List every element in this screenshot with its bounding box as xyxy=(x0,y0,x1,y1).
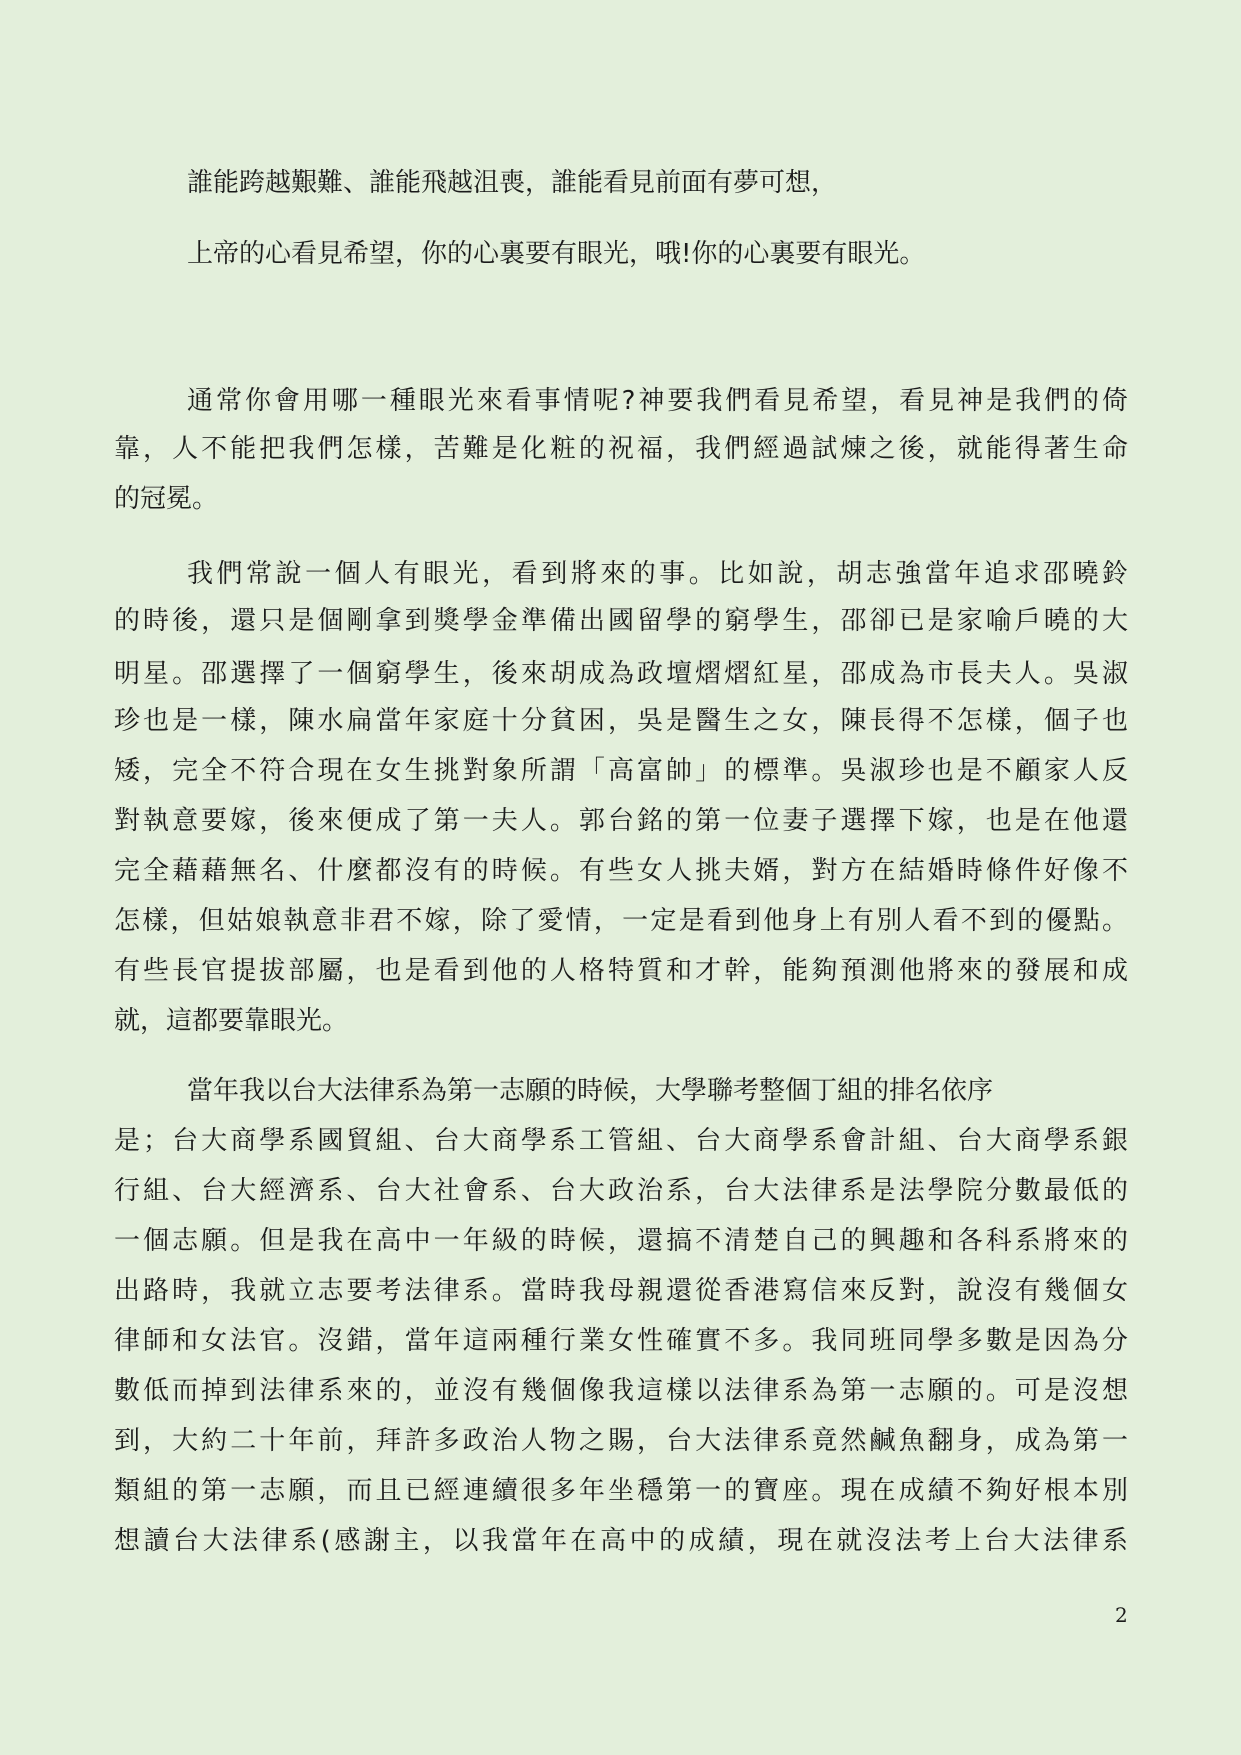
lyric-line-1: 誰能跨越艱難、誰能飛越沮喪，誰能看見前面有夢可想， xyxy=(187,168,838,198)
paragraph-line: 到，大約二十年前，拜許多政治人物之賜，台大法律系竟然鹹魚翻身，成為第一 xyxy=(114,1426,1128,1456)
paragraph-line: 數低而掉到法律系來的，並沒有幾個像我這樣以法律系為第一志願的。可是沒想 xyxy=(114,1376,1128,1406)
page-number: 2 xyxy=(1115,1603,1128,1627)
paragraph-line: 出路時，我就立志要考法律系。當時我母親還從香港寫信來反對，說沒有幾個女 xyxy=(114,1276,1128,1306)
paragraph-line: 我們常說一個人有眼光，看到將來的事。比如說，胡志強當年追求邵曉鈴 xyxy=(187,559,1128,589)
paragraph-line: 是；台大商學系國貿組、台大商學系工管組、台大商學系會計組、台大商學系銀 xyxy=(114,1126,1128,1156)
paragraph-line: 當年我以台大法律系為第一志願的時候，大學聯考整個丁組的排名依序 xyxy=(187,1076,994,1106)
paragraph-line: 的時後，還只是個剛拿到獎學金準備出國留學的窮學生，邵卻已是家喻戶曉的大 xyxy=(114,606,1128,636)
paragraph-line: 矮，完全不符合現在女生挑對象所謂「高富帥」的標準。吳淑珍也是不顧家人反 xyxy=(114,756,1128,786)
paragraph-line: 對執意要嫁，後來便成了第一夫人。郭台銘的第一位妻子選擇下嫁，也是在他還 xyxy=(114,806,1128,836)
paragraph-line: 律師和女法官。沒錯，當年這兩種行業女性確實不多。我同班同學多數是因為分 xyxy=(114,1326,1128,1356)
paragraph-line: 完全藉藉無名、什麼都沒有的時候。有些女人挑夫婿，對方在結婚時條件好像不 xyxy=(114,856,1128,886)
paragraph-line: 行組、台大經濟系、台大社會系、台大政治系，台大法律系是法學院分數最低的 xyxy=(114,1176,1128,1206)
paragraph-line: 的冠冕。 xyxy=(114,484,219,514)
paragraph-line: 珍也是一樣，陳水扁當年家庭十分貧困，吳是醫生之女，陳長得不怎樣，個子也 xyxy=(114,706,1128,736)
paragraph-line: 想讀台大法律系(感謝主，以我當年在高中的成績，現在就沒法考上台大法律系 xyxy=(114,1526,1128,1556)
paragraph-line: 怎樣，但姑娘執意非君不嫁，除了愛情，一定是看到他身上有別人看不到的優點。 xyxy=(114,906,1128,936)
paragraph-line: 一個志願。但是我在高中一年級的時候，還搞不清楚自己的興趣和各科系將來的 xyxy=(114,1226,1128,1256)
paragraph-line: 靠，人不能把我們怎樣，苦難是化粧的祝福，我們經過試煉之後，就能得著生命 xyxy=(114,434,1128,464)
paragraph-line: 明星。邵選擇了一個窮學生，後來胡成為政壇熠熠紅星，邵成為市長夫人。吳淑 xyxy=(114,659,1128,689)
paragraph-line: 類組的第一志願，而且已經連續很多年坐穩第一的寶座。現在成績不夠好根本別 xyxy=(114,1476,1128,1506)
paragraph-line: 就，這都要靠眼光。 xyxy=(114,1006,349,1036)
paragraph-line: 通常你會用哪一種眼光來看事情呢?神要我們看見希望，看見神是我們的倚 xyxy=(187,386,1128,416)
lyric-line-2: 上帝的心看見希望，你的心裏要有眼光，哦!你的心裏要有眼光。 xyxy=(187,239,926,269)
paragraph-line: 有些長官提拔部屬，也是看到他的人格特質和才幹，能夠預測他將來的發展和成 xyxy=(114,956,1128,986)
